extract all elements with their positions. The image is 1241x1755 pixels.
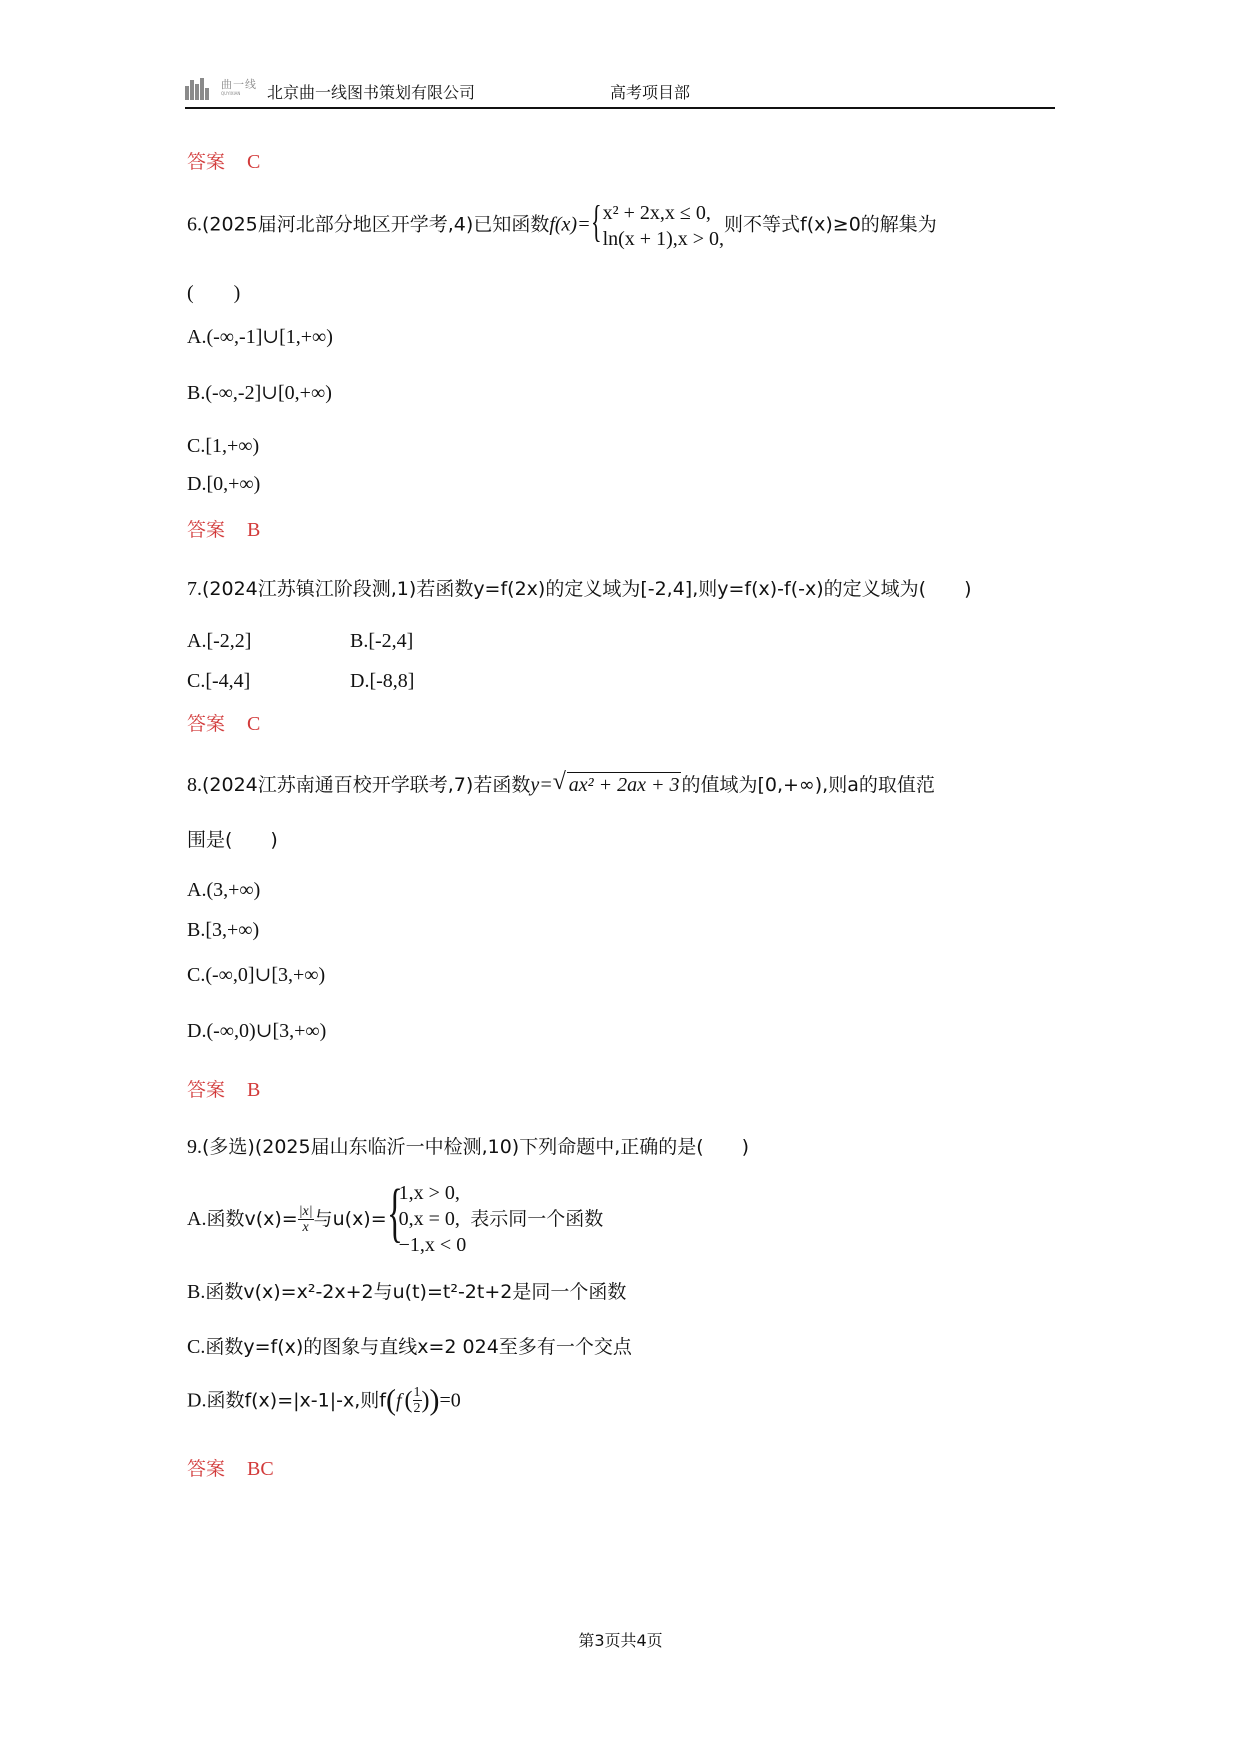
option-letter: C. (187, 670, 206, 692)
question-number: 8. (187, 774, 202, 796)
answer-q7 (187, 712, 260, 736)
answer-label: 答案 (187, 1079, 226, 1101)
option-b[interactable] (350, 629, 413, 653)
paren-open-icon: ( (404, 1387, 413, 1414)
question-6-stem (187, 197, 937, 252)
option-text: [-2,2] (206, 630, 252, 652)
stem-text: 已知函数 (473, 213, 550, 236)
fraction (413, 1385, 422, 1416)
answer-value: B (247, 1079, 261, 1101)
answer-label: 答案 (187, 1458, 226, 1480)
option-b[interactable] (187, 381, 332, 405)
question-7-stem (187, 577, 971, 601)
stem-text: 的值域为[0,+∞),则a的取值范 (681, 774, 935, 796)
page-header (185, 74, 1055, 109)
option-text: (-∞,-2]∪[0,+∞) (205, 382, 332, 404)
option-letter: A. (187, 326, 207, 348)
piece-row: ln(x + 1),x > 0, (602, 228, 725, 250)
paren-close-icon: ) (429, 1383, 440, 1417)
radical-icon: √ (552, 769, 566, 795)
option-letter: C. (187, 435, 206, 457)
question-source: (多选)(2025届山东临沂一中检测,10) (202, 1136, 520, 1158)
question-source: (2024江苏镇江阶段测,1) (202, 578, 417, 600)
answer-label: 答案 (187, 713, 226, 735)
option-text: [-2,4] (368, 630, 414, 652)
option-letter: B. (187, 919, 206, 941)
question-source: (2025届河北部分地区开学考,4) (202, 213, 474, 236)
fraction (298, 1204, 314, 1235)
answer-value: BC (247, 1458, 274, 1480)
option-text: [0,+∞) (206, 473, 261, 495)
question-number: 6. (187, 213, 202, 236)
option-b[interactable] (187, 918, 259, 942)
brace-icon: { (386, 1176, 403, 1249)
option-b[interactable] (187, 1280, 626, 1304)
option-a[interactable] (187, 1176, 604, 1258)
logo-sub-text: QUYIXIAN (221, 91, 241, 96)
option-text: 函数v(x)=x²-2x+2与u(t)=t²-2t+2是同一个函数 (205, 1281, 627, 1303)
stem-text: 则不等式f(x)≥0的解集为 (724, 213, 937, 236)
answer-label: 答案 (187, 519, 226, 541)
square-root (552, 769, 682, 797)
option-letter: D. (187, 1020, 207, 1042)
stem-text: 若函数y=f(2x)的定义域为[-2,4],则y=f(x)-f(-x)的定义域为( ) (416, 578, 972, 600)
option-a[interactable] (187, 629, 251, 653)
publisher-logo (185, 76, 265, 100)
option-text: (3,+∞) (206, 879, 261, 901)
option-text: 表示同一个函数 (470, 1208, 604, 1230)
option-text: (-∞,-1]∪[1,+∞) (206, 326, 333, 348)
option-d[interactable] (187, 1019, 326, 1043)
option-text: [1,+∞) (205, 435, 260, 457)
fraction-denominator: 2 (413, 1401, 421, 1416)
option-a[interactable] (187, 325, 333, 349)
logo-bars-icon (185, 78, 210, 100)
option-letter: D. (350, 670, 370, 692)
option-d[interactable] (187, 1385, 461, 1416)
logo-brand-text: 曲一线 (221, 78, 257, 91)
fraction-numerator: |x| (298, 1203, 313, 1219)
answer-q8 (187, 1078, 260, 1102)
option-letter: B. (350, 630, 369, 652)
answer-prev (187, 150, 260, 174)
option-text: 函数y=f(x)的图象与直线x=2 024至多有一个交点 (205, 1336, 632, 1358)
radicand: ax² + 2ax + 3 (568, 774, 680, 796)
answer-label: 答案 (187, 151, 226, 173)
answer-q9 (187, 1457, 274, 1481)
stem-text: 下列命题中,正确的是( ) (519, 1136, 750, 1158)
inner-function: f (395, 1389, 402, 1412)
option-text: (-∞,0)∪[3,+∞) (206, 1020, 327, 1042)
answer-value: C (247, 713, 261, 735)
company-name: 北京曲一线图书策划有限公司 (267, 83, 476, 102)
fraction-denominator: x (302, 1219, 309, 1235)
question-6-blank: ( ) (187, 282, 241, 304)
option-text: [3,+∞) (205, 919, 260, 941)
option-c[interactable] (187, 1335, 632, 1359)
question-9-stem (187, 1135, 749, 1159)
option-letter: B. (187, 382, 206, 404)
option-letter: C. (187, 964, 206, 986)
option-text: [-4,4] (205, 670, 251, 692)
question-number: 7. (187, 578, 202, 600)
option-letter: B. (187, 1281, 206, 1303)
option-letter: A. (187, 630, 207, 652)
option-text: 与u(x)= (313, 1208, 387, 1230)
option-c[interactable] (187, 669, 250, 693)
piecewise-function (590, 197, 725, 252)
option-letter: A. (187, 1208, 207, 1230)
option-text: 函数f(x)=|x-1|-x,则f (206, 1389, 386, 1412)
piece-row: 0,x = 0, (398, 1208, 460, 1230)
question-number: 9. (187, 1136, 202, 1158)
page-number: 第3页共4页 (578, 1631, 663, 1650)
function-label: y= (530, 774, 553, 796)
option-letter: D. (187, 1389, 207, 1412)
fraction-numerator: 1 (413, 1385, 421, 1400)
option-letter: C. (187, 1336, 206, 1358)
paren-close-icon: ) (421, 1387, 430, 1414)
answer-q6 (187, 518, 260, 542)
option-d[interactable] (187, 472, 260, 496)
question-8-stem (187, 769, 935, 797)
piecewise-function (386, 1176, 467, 1258)
question-8-stem-line2: 围是( ) (187, 829, 278, 851)
option-c[interactable] (187, 434, 259, 458)
piece-row: x² + 2x,x ≤ 0, (602, 202, 711, 224)
option-a[interactable] (187, 878, 260, 902)
answer-value: C (247, 151, 261, 173)
department-name: 高考项目部 (610, 83, 691, 102)
option-text: [-8,8] (369, 670, 415, 692)
option-text: (-∞,0]∪[3,+∞) (205, 964, 326, 986)
stem-text: 若函数 (473, 774, 531, 796)
brace-icon: { (590, 197, 602, 246)
piece-row: 1,x > 0, (398, 1182, 460, 1204)
option-text: 函数v(x)= (206, 1208, 298, 1230)
answer-value: B (247, 519, 261, 541)
option-letter: A. (187, 879, 207, 901)
option-letter: D. (187, 473, 207, 495)
option-text: =0 (439, 1389, 461, 1412)
piece-row: −1,x < 0 (398, 1234, 467, 1256)
option-c[interactable] (187, 963, 325, 987)
question-source: (2024江苏南通百校开学联考,7) (202, 774, 474, 796)
paren-open-icon: ( (385, 1383, 396, 1417)
function-label: f(x)= (549, 213, 591, 236)
option-d[interactable] (350, 669, 414, 693)
